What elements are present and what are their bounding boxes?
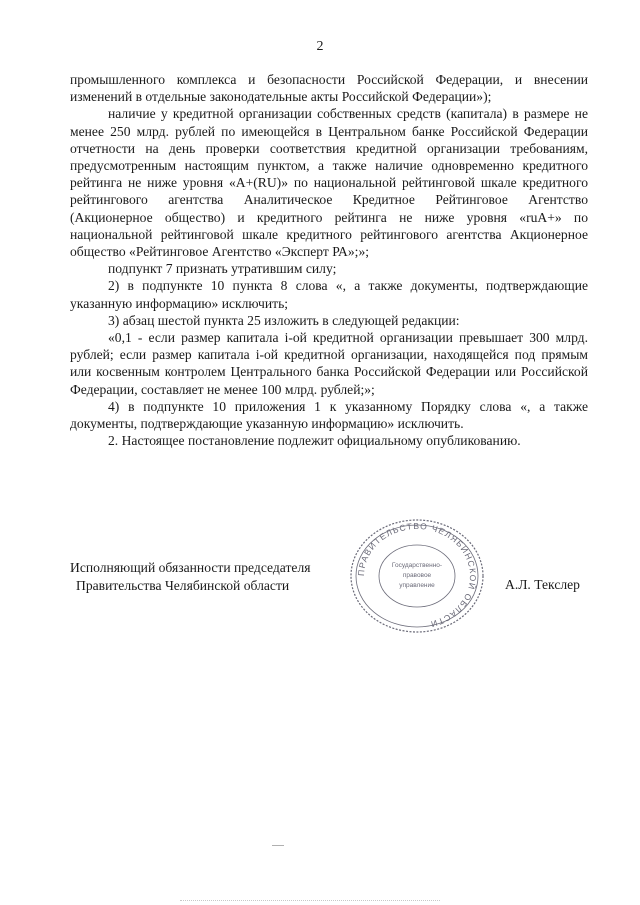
signatory-name: А.Л. Текслер — [505, 577, 580, 592]
paragraph-capital-requirement: наличие у кредитной организации собственных средств (капитала) в размере не менее 250 млрд. рублей по имеющейся в Центральном банке Российской Федерации отчетности на день проверки соответствия кредитной организации требованиям, предусмотренным настоящим пунктом, а также наличие одновременно кредитного рейтинга не ниже уровня «A+(RU)» по национальной рейтинговой шкале кредитного рейтингового агентства Аналитическое Кредитное Рейтинговое Агентство (Акционерное общество) и кредитного рейтинга не ниже уровня «ruA+» по национальной рейтинговой шкале кредитного рейтингового агентства Акционерное общество «Рейтинговое Агентство «Эксперт РА»;»; — [70, 106, 588, 260]
paragraph-item-3-quote: «0,1 - если размер капитала i-ой кредитной организации превышает 300 млрд. рублей; если размер капитала i-ой кредитной организации, находящейся под прямым или косвенным контролем Центрального банка Российской Федерации или Российской Федерации, составляет не менее 100 млрд. рублей;»; — [70, 330, 588, 397]
scan-mark — [272, 845, 284, 846]
official-seal — [346, 517, 488, 635]
seal-outer-text: ПРАВИТЕЛЬСТВО ЧЕЛЯБИНСКОЙ ОБЛАСТИ — [355, 520, 479, 630]
signatory-title-line-1: Исполняющий обязанности председателя — [70, 560, 311, 575]
signatory-title-line-2: Правительства Челябинской области — [76, 578, 290, 593]
signatory-title — [70, 559, 360, 595]
footer-divider — [180, 900, 440, 902]
seal-inner-line-2: правовое — [402, 572, 432, 579]
paragraph-item-4: 4) в подпункте 10 приложения 1 к указанному Порядку слова «, а также документы, подтверждающие указанную информацию» исключить. — [70, 398, 588, 432]
paragraph-item-3: 3) абзац шестой пункта 25 изложить в следующей редакции: — [108, 312, 460, 328]
paragraph-item-2: 2) в подпункте 10 пункта 8 слова «, а также документы, подтверждающие указанную информацию» исключить; — [70, 278, 588, 311]
paragraph-continuation: промышленного комплекса и безопасности Российской Федерации, и внесении изменений в отдельные законодательные акты Российской Федерации»); — [70, 72, 588, 105]
seal-inner-line-1: Государственно- — [391, 562, 443, 569]
seal-inner-line-3: управление — [399, 582, 435, 589]
paragraph-publication: 2. Настоящее постановление подлежит официальному опубликованию. — [108, 433, 521, 449]
document-body — [70, 71, 588, 449]
paragraph-subpoint-7: подпункт 7 признать утратившим силу; — [108, 261, 337, 277]
page-number: 2 — [316, 39, 324, 54]
